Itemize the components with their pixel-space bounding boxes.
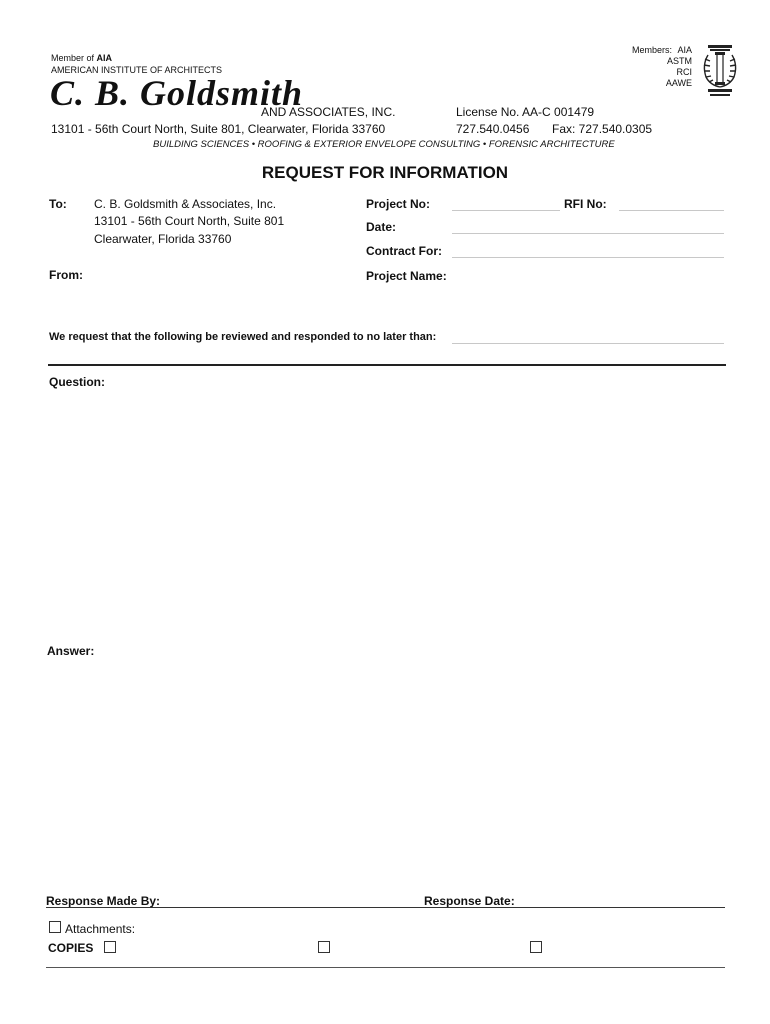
bottom-rule (46, 967, 725, 968)
copies-checkbox-1[interactable] (104, 941, 116, 953)
attachments-label: Attachments: (65, 922, 136, 936)
section-divider (48, 364, 726, 366)
license-number: License No. AA-C 001479 (456, 105, 595, 119)
answer-label: Answer: (47, 644, 95, 658)
rfi-no-label: RFI No: (564, 197, 607, 211)
member-of-aia (51, 53, 112, 63)
members-label: Members: (632, 45, 673, 55)
members-list (660, 45, 692, 89)
from-label: From: (49, 268, 83, 282)
to-line-1: C. B. Goldsmith & Associates, Inc. (94, 197, 277, 211)
answer-area[interactable] (47, 662, 726, 887)
company-fax: Fax: 727.540.0305 (552, 122, 653, 136)
aia-emblem-icon (700, 43, 740, 99)
copies-checkbox-2[interactable] (318, 941, 330, 953)
member-aia: AIA (677, 45, 692, 55)
copies-checkbox-3[interactable] (530, 941, 542, 953)
response-date-label: Response Date: (424, 894, 515, 908)
member-org: AIA (96, 53, 113, 63)
date-label: Date: (366, 220, 397, 234)
copies-label: COPIES (48, 941, 94, 955)
to-line-3: Clearwater, Florida 33760 (94, 232, 232, 246)
project-no-field[interactable] (452, 210, 560, 211)
page-title: REQUEST FOR INFORMATION (261, 163, 509, 182)
contract-for-field[interactable] (452, 257, 724, 258)
contract-for-label: Contract For: (366, 244, 442, 258)
company-signature-logo: C. B. Goldsmith (50, 73, 304, 113)
deadline-text: We request that the following be reviewed and responded to no later than: (49, 331, 437, 343)
rfi-no-field[interactable] (619, 210, 724, 211)
member-astm: ASTM (666, 56, 692, 66)
response-made-by-label: Response Made By: (46, 894, 161, 908)
project-name-label: Project Name: (366, 269, 447, 283)
question-label: Question: (49, 375, 105, 389)
services-tagline: BUILDING SCIENCES • ROOFING & EXTERIOR ENVELOPE CONSULTING • FORENSIC ARCHITECTURE (153, 139, 615, 150)
org-full-name: AMERICAN INSTITUTE OF ARCHITECTS (51, 65, 223, 75)
to-line-2: 13101 - 56th Court North, Suite 801 (94, 214, 285, 228)
date-field[interactable] (452, 233, 724, 234)
member-prefix: Member of (51, 53, 97, 63)
deadline-field[interactable] (452, 343, 724, 344)
question-area[interactable] (48, 392, 726, 632)
response-rule (46, 907, 725, 908)
company-address: 13101 - 56th Court North, Suite 801, Clearwater, Florida 33760 (51, 122, 386, 136)
attachments-checkbox[interactable] (49, 921, 61, 933)
member-aawe: AAWE (665, 78, 692, 88)
company-phone: 727.540.0456 (456, 122, 530, 136)
to-label: To: (49, 197, 67, 211)
member-rci: RCI (676, 67, 692, 77)
company-suffix: AND ASSOCIATES, INC. (261, 105, 396, 119)
project-no-label: Project No: (366, 197, 431, 211)
